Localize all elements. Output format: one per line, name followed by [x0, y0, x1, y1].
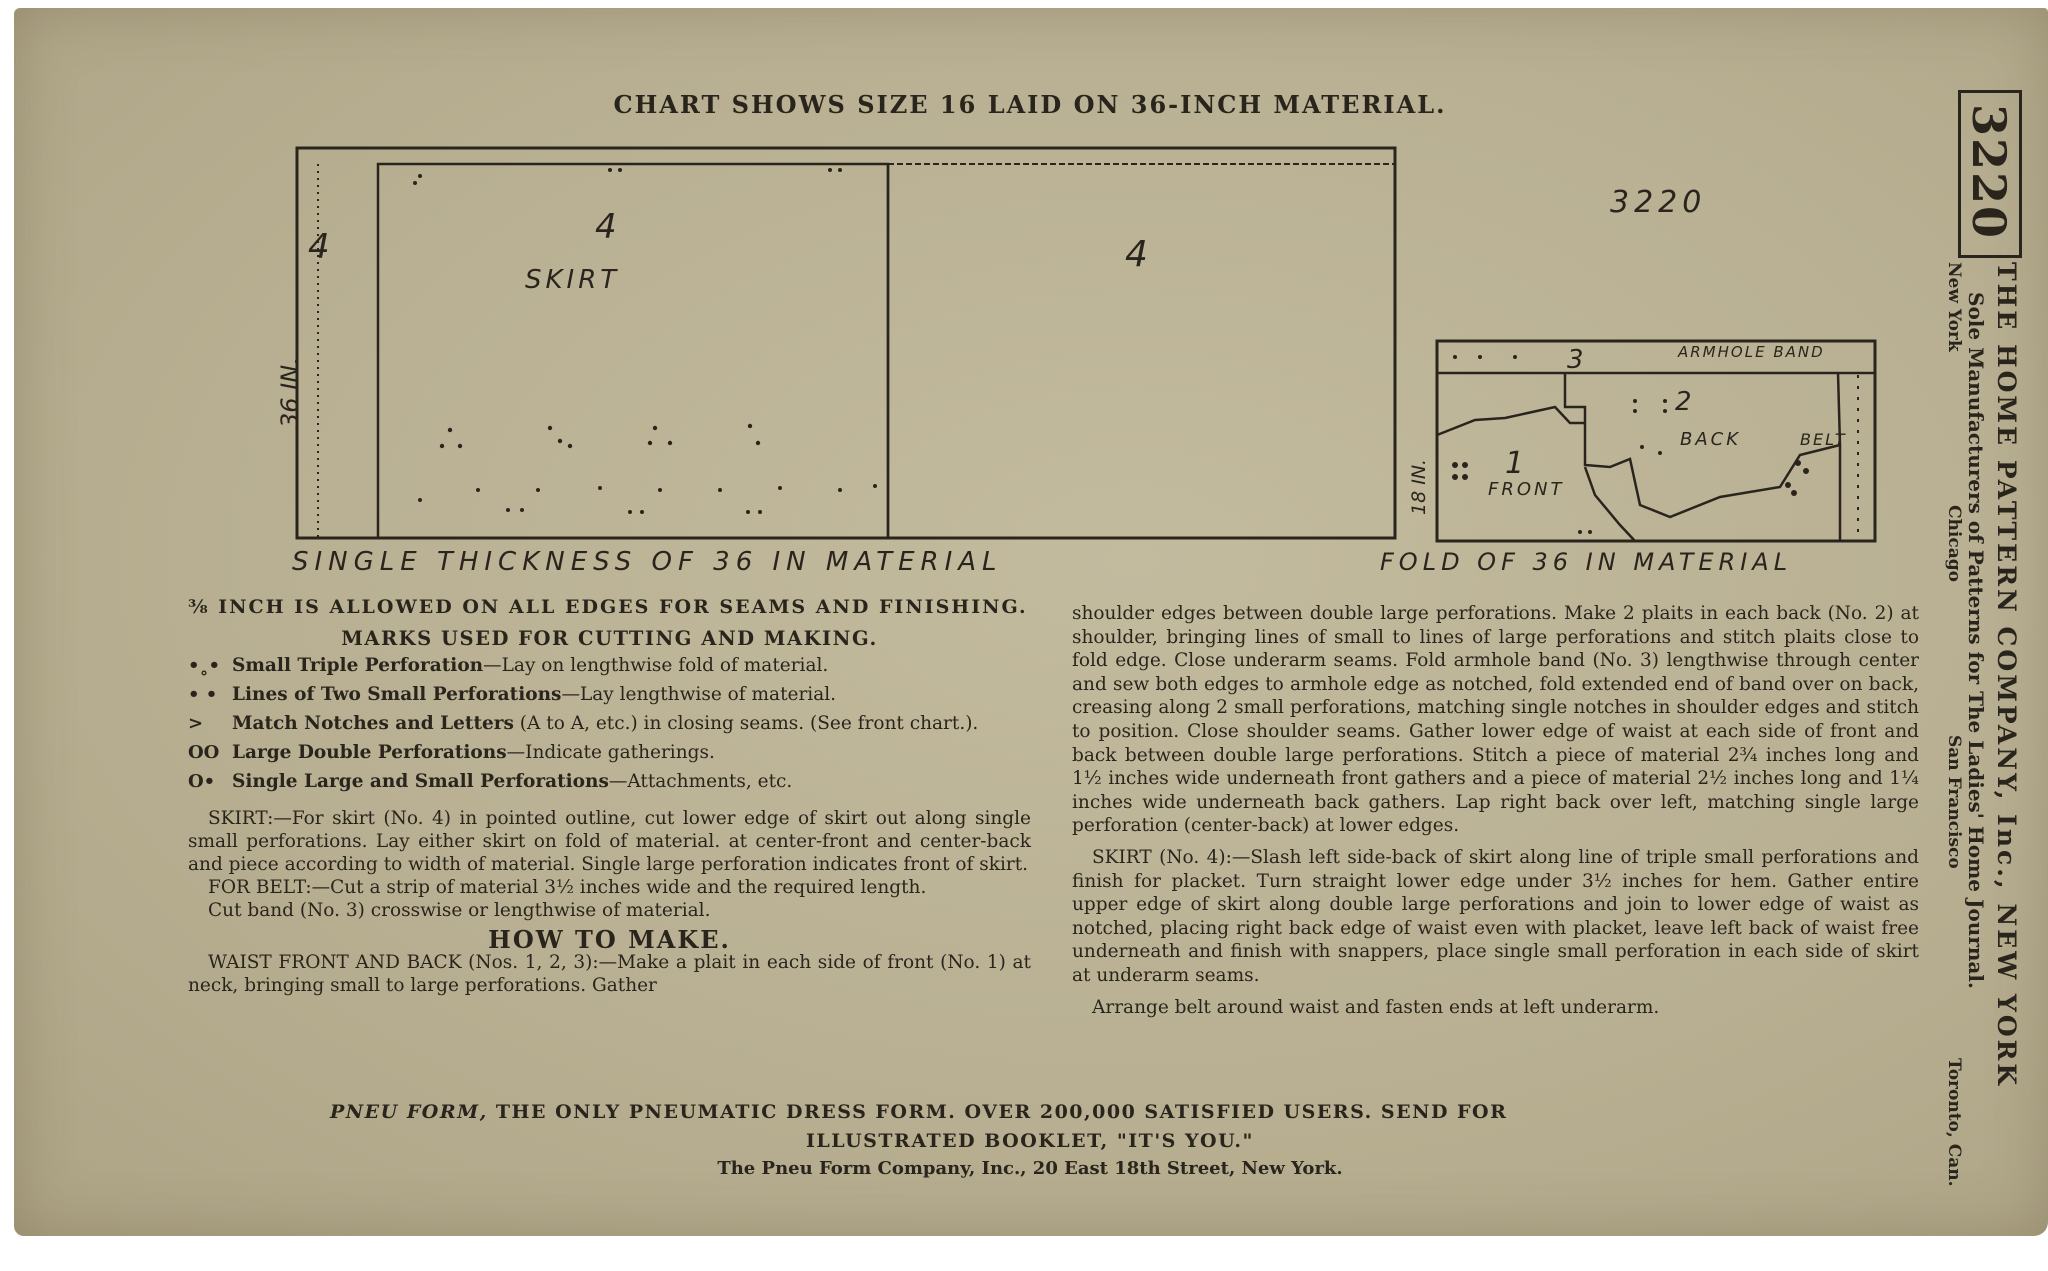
mark-two-perforations: • • Lines of Two Small Perforations—Lay lengthwise of material. — [188, 684, 837, 705]
marks-heading: MARKS USED FOR CUTTING AND MAKING. — [341, 627, 878, 650]
company-name: THE HOME PATTERN COMPANY, Inc., NEW YORK — [1992, 262, 2021, 1089]
city-san-francisco: San Francisco — [1944, 735, 1964, 869]
skirt-layout-diagram — [270, 138, 1420, 578]
pneu-form-company-address: The Pneu Form Company, Inc., 20 East 18th Street, New York. — [717, 1158, 1343, 1179]
width-label: 36 IN. — [276, 357, 304, 428]
front-label: FRONT — [1488, 479, 1565, 500]
pattern-code-handwritten: 3220 — [1610, 185, 1707, 220]
sole-manufacturers-line: Sole Manufacturers of Patterns for The Ladies' Home Journal. — [1964, 292, 1988, 989]
back-number: 2 — [1675, 387, 1692, 417]
armhole-band-number: 3 — [1567, 345, 1584, 375]
pneu-form-ad-line1: PNEU FORM, THE ONLY PNEUMATIC DRESS FORM. OVER 200,000 SATISFIED USERS. SEND FOR — [330, 1101, 1508, 1123]
double-perforation-symbol: OO — [188, 742, 220, 763]
single-perforation-symbol: O• — [188, 771, 216, 792]
notch-symbol: > — [188, 713, 204, 734]
instructions-left-column — [188, 596, 1031, 997]
back-label: BACK — [1680, 429, 1742, 450]
waist-width-label: 18 IN. — [1408, 458, 1430, 515]
mark-single-perforations: O• Single Large and Small Perforations—Attachments, etc. — [188, 771, 793, 792]
belt-making-paragraph: Arrange belt around waist and fasten ends at left underarm. — [1092, 996, 1660, 1018]
skirt-cutting-paragraph: SKIRT:—For skirt (No. 4) in pointed outline, cut lower edge of skirt out along single small perforations. Lay either skirt on fold of material. at center-front and center-back and piece according to width of material. Single large perforation indicates front of skirt. — [188, 808, 1031, 875]
pneu-form-brand: PNEU FORM, — [330, 1101, 488, 1123]
fold-label: FOLD OF 36 IN MATERIAL — [1380, 548, 1793, 575]
belt-label: BELT — [1800, 430, 1847, 449]
material-thickness-label: SINGLE THICKNESS OF 36 IN MATERIAL — [292, 547, 1003, 577]
skirt-piece-outline — [378, 164, 888, 538]
belt-cutting-paragraph: FOR BELT:—Cut a strip of material 3½ inches wide and the required length. — [208, 877, 927, 898]
city-toronto: Toronto, Can. — [1944, 1058, 1964, 1187]
waist-instructions-paragraph: WAIST FRONT AND BACK (Nos. 1, 2, 3):—Make a plait in each side of front (No. 1) at neck, bringing small to large perforations. Gather — [188, 952, 1031, 996]
mark-triple-perforation: •˳• Small Triple Perforation—Lay on lengthwise fold of material. — [188, 655, 829, 676]
triple-perforation-symbol: •˳• — [188, 655, 221, 676]
skirt-making-paragraph: SKIRT (No. 4):—Slash left side-back of skirt along line of triple small perforations and finish for placket. Turn straight lower edge under 3½ inches for hem. Gather entire upper edge of skirt along double large perforations and join to lower edge of waist as notched, placing right back edge of waist even with placket, leave left back of waist free underneath and finish with snappers, place single small perforation in each side of skirt at underarm seams. — [1072, 846, 1919, 986]
city-chicago: Chicago — [1944, 505, 1964, 582]
instructions-right-column — [1072, 602, 1919, 1019]
armhole-band-label: ARMHOLE BAND — [1678, 343, 1825, 361]
mark-large-double-perforations: OO Large Double Perforations—Indicate gatherings. — [188, 742, 715, 763]
pattern-number: 3220 — [1962, 104, 2016, 241]
waist-layout-diagram — [1380, 335, 1895, 575]
band-cutting-paragraph: Cut band (No. 3) crosswise or lengthwise of material. — [208, 900, 711, 921]
piece-label-left: 4 — [308, 227, 330, 267]
skirt-perforations — [413, 168, 877, 514]
piece-label-right: 4 — [1125, 234, 1148, 275]
waist-instructions-continued: shoulder edges between double large perforations. Make 2 plaits in each back (No. 2) at shoulder, bringing lines of small to lines of large perforations and stitch plaits close to fold edge. Close underarm seams. Fold armhole band (No. 3) lengthwise through center and sew both edges to armhole edge as notched, fold extended end of band over on back, creasing along 2 small perforations, matching single notches in shoulder edges and stitch to position. Close shoulder seams. Gather lower edge of waist at each side of front and back between double large perforations. Stitch a piece of material 2¾ inches long and 1½ inches wide underneath front gathers and a piece of material 2½ inches long and 1¼ inches wide underneath back gathers. Lap right back over left, matching single large perforation (center-back) at lower edges. — [1072, 603, 1919, 837]
front-piece-outline — [1437, 407, 1585, 435]
material-outline — [297, 148, 1395, 538]
skirt-label: SKIRT — [525, 265, 621, 295]
pneu-form-ad-line2: ILLUSTRATED BOOKLET, "IT'S YOU." — [806, 1130, 1254, 1152]
how-to-make-heading: HOW TO MAKE. — [488, 925, 731, 954]
two-perforations-symbol: • • — [188, 684, 218, 705]
front-number: 1 — [1505, 446, 1525, 481]
seam-allowance-note: ⅜ INCH IS ALLOWED ON ALL EDGES FOR SEAMS AND FINISHING. — [188, 596, 1028, 618]
chart-title: CHART SHOWS SIZE 16 LAID ON 36-INCH MATERIAL. — [613, 90, 1447, 119]
piece-label-skirt: 4 — [595, 207, 617, 247]
mark-notches: > Match Notches and Letters (A to A, etc.) in closing seams. (See front chart.). — [188, 713, 979, 734]
city-new-york: New York — [1944, 262, 1964, 352]
